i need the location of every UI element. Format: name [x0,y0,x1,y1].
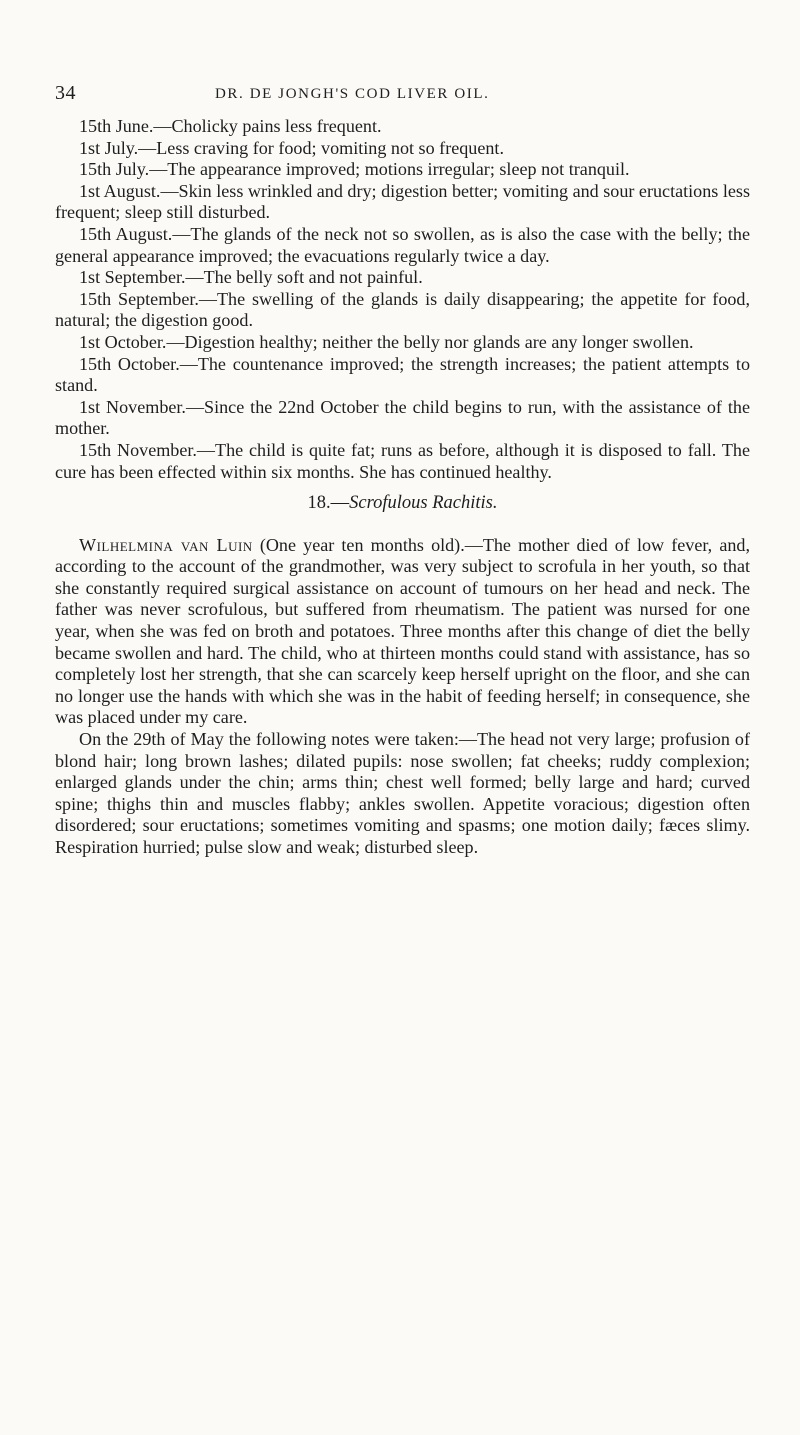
body-text [55,116,750,859]
entry-august-15: 15th August.—The glands of the neck not so swollen, as is also the case with the belly; the general appearance improved; the evacuations regularly twice a day. [55,223,750,266]
running-head: DR. DE JONGH'S COD LIVER OIL. [215,86,490,102]
case-title: Scrofulous Rachitis. [349,493,498,514]
entry-october-15: 15th October.—The countenance improved; the strength increases; the patient attempts to stand. [55,353,750,396]
entry-october-1: 1st October.—Digestion healthy; neither the belly nor glands are any longer swollen. [79,331,694,352]
entry-november-15: 15th November.—The child is quite fat; runs as before, although it is disposed to fall. The cure has been effected within six months. She has continued healthy. [55,439,750,482]
entry-september-15: 15th September.—The swelling of the glands is daily disappearing; the appetite for food, natural; the digestion good. [55,288,750,331]
entry-july-1: 1st July.—Less craving for food; vomiting not so frequent. [79,137,504,158]
case-paragraph-2: On the 29th of May the following notes were taken:—The head not very large; profusion of blond hair; long brown lashes; dilated pupils: nose swollen; fat cheeks; ruddy complexion; enlarged glands under the chin; arms thin; chest well formed; belly large and hard; curved spine; thighs thin and muscles flabby; ankles swollen. Appetite voracious; digestion often disordered; sour eructations; sometimes vomiting and spasms; one motion daily; fæces slimy. Respiration hurried; pulse slow and weak; disturbed sleep. [55,729,750,857]
case-paragraph-1-text: (One year ten months old).—The mother died of low fever, and, according to the account of the grandmother, was very subject to scrofula in her youth, so that she constantly required surgical assistance on account of tumours on her head and neck. The father was never scrofulous, but suffered from rheumatism. The patient was nursed for one year, when she was fed on broth and potatoes. Three months after this change of diet the belly became swollen and hard. The child, who at thirteen months could stand with assistance, has so completely lost her strength, that she can scarcely keep herself upright on the floor, and she can no longer use the hands with which she was in the habit of feeding herself; in consequence, she was placed under my care. [55,534,750,728]
case-number: 18.— [307,493,350,514]
entry-july-15: 15th July.—The appearance improved; motions irregular; sleep not tranquil. [79,159,630,180]
entry-september-1: 1st September.—The belly soft and not painful. [79,267,423,288]
page-number: 34 [55,82,76,104]
entry-november-1: 1st November.—Since the 22nd October the child begins to run, with the assistance of the mother. [55,396,750,439]
entry-june-15: 15th June.—Cholicky pains less frequent. [79,116,382,136]
case-paragraph-1 [55,535,750,729]
case-heading [55,493,750,515]
patient-name: Wilhelmina van Luin [79,534,253,555]
entry-august-1: 1st August.—Skin less wrinkled and dry; digestion better; vomiting and sour eructations less frequent; sleep still disturbed. [55,180,750,223]
